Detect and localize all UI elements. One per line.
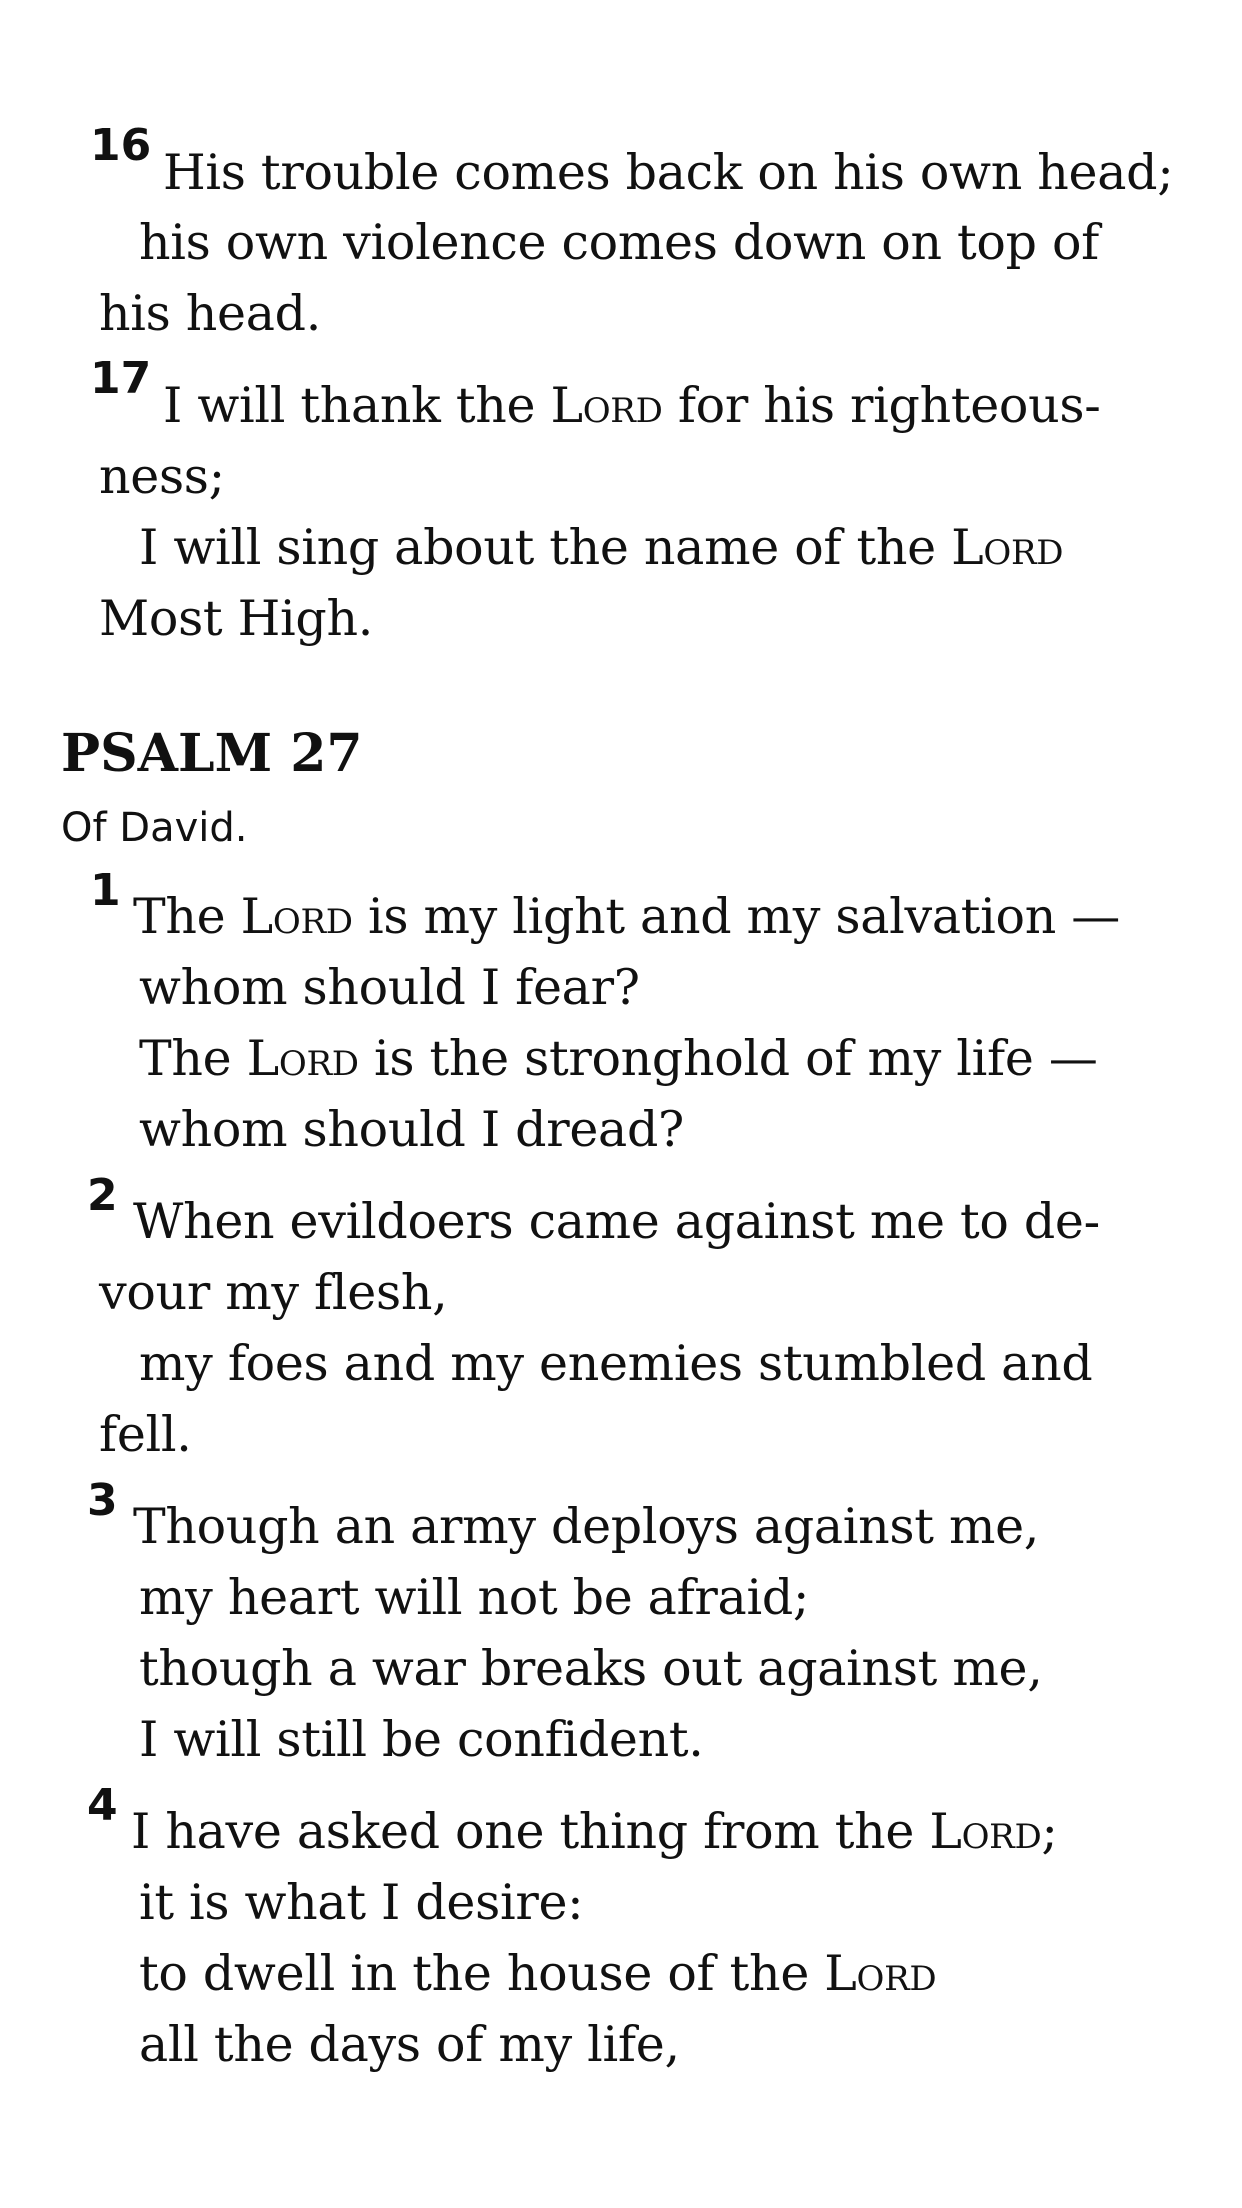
lord-small-caps: Lord: [550, 377, 663, 434]
text-run: ;: [1041, 1803, 1058, 1860]
verse-number-17: 17: [90, 353, 152, 404]
verse-number-1: 1: [90, 865, 121, 916]
lord-small-caps: Lord: [929, 1803, 1042, 1860]
verse-3-line-2: my heart will not be afraid;: [139, 1569, 810, 1626]
verse-17-line-1: [163, 376, 1101, 436]
text-run: I will sing about the name of the: [139, 519, 952, 576]
verse-17-line-2: ness;: [99, 448, 225, 505]
verse-2-line-4: fell.: [99, 1406, 192, 1463]
psalm-title: PSALM 27: [61, 723, 363, 784]
verse-1-line-4: whom should I dread?: [139, 1101, 684, 1158]
verse-2-line-2: vour my flesh,: [99, 1264, 448, 1321]
verse-16-line-1: His trouble comes back on his own head;: [163, 144, 1174, 201]
text-run: I have asked one thing from the: [131, 1803, 930, 1860]
text-run: for his righteous-: [662, 377, 1101, 434]
text-run: I will thank the: [163, 377, 551, 434]
lord-small-caps: Lord: [240, 888, 353, 945]
verse-4-line-3: [139, 1944, 936, 2004]
verse-number-3: 3: [87, 1475, 118, 1526]
lord-small-caps: Lord: [824, 1945, 937, 2002]
verse-3-line-1: Though an army deploys against me,: [133, 1498, 1040, 1555]
text-run: is the stronghold of my life —: [358, 1030, 1098, 1087]
psalm-superscription: Of David.: [61, 805, 248, 851]
verse-16-line-3: his head.: [99, 285, 321, 342]
verse-2-line-1: When evildoers came against me to de-: [133, 1193, 1100, 1250]
verse-number-2: 2: [87, 1170, 118, 1221]
verse-4-line-4: all the days of my life,: [139, 2016, 680, 2073]
verse-17-line-3: [139, 518, 1063, 578]
verse-16-line-2: his own violence comes down on top of: [139, 214, 1100, 271]
text-run: The: [139, 1030, 247, 1087]
verse-4-line-1: [131, 1802, 1058, 1862]
verse-number-4: 4: [87, 1780, 118, 1831]
text-run: is my light and my salvation —: [352, 888, 1120, 945]
verse-1-line-1: [133, 887, 1120, 947]
verse-1-line-2: whom should I fear?: [139, 959, 640, 1016]
verse-number-16: 16: [90, 120, 152, 171]
text-run: The: [133, 888, 241, 945]
verse-3-line-3: though a war breaks out against me,: [139, 1640, 1043, 1697]
verse-2-line-3: my foes and my enemies stumbled and: [139, 1335, 1093, 1392]
lord-small-caps: Lord: [246, 1030, 359, 1087]
verse-1-line-3: [139, 1029, 1098, 1089]
verse-4-line-2: it is what I desire:: [139, 1874, 584, 1931]
verse-17-line-4: Most High.: [99, 590, 373, 647]
lord-small-caps: Lord: [951, 519, 1064, 576]
text-run: to dwell in the house of the: [139, 1945, 825, 2002]
verse-3-line-4: I will still be confident.: [139, 1711, 704, 1768]
